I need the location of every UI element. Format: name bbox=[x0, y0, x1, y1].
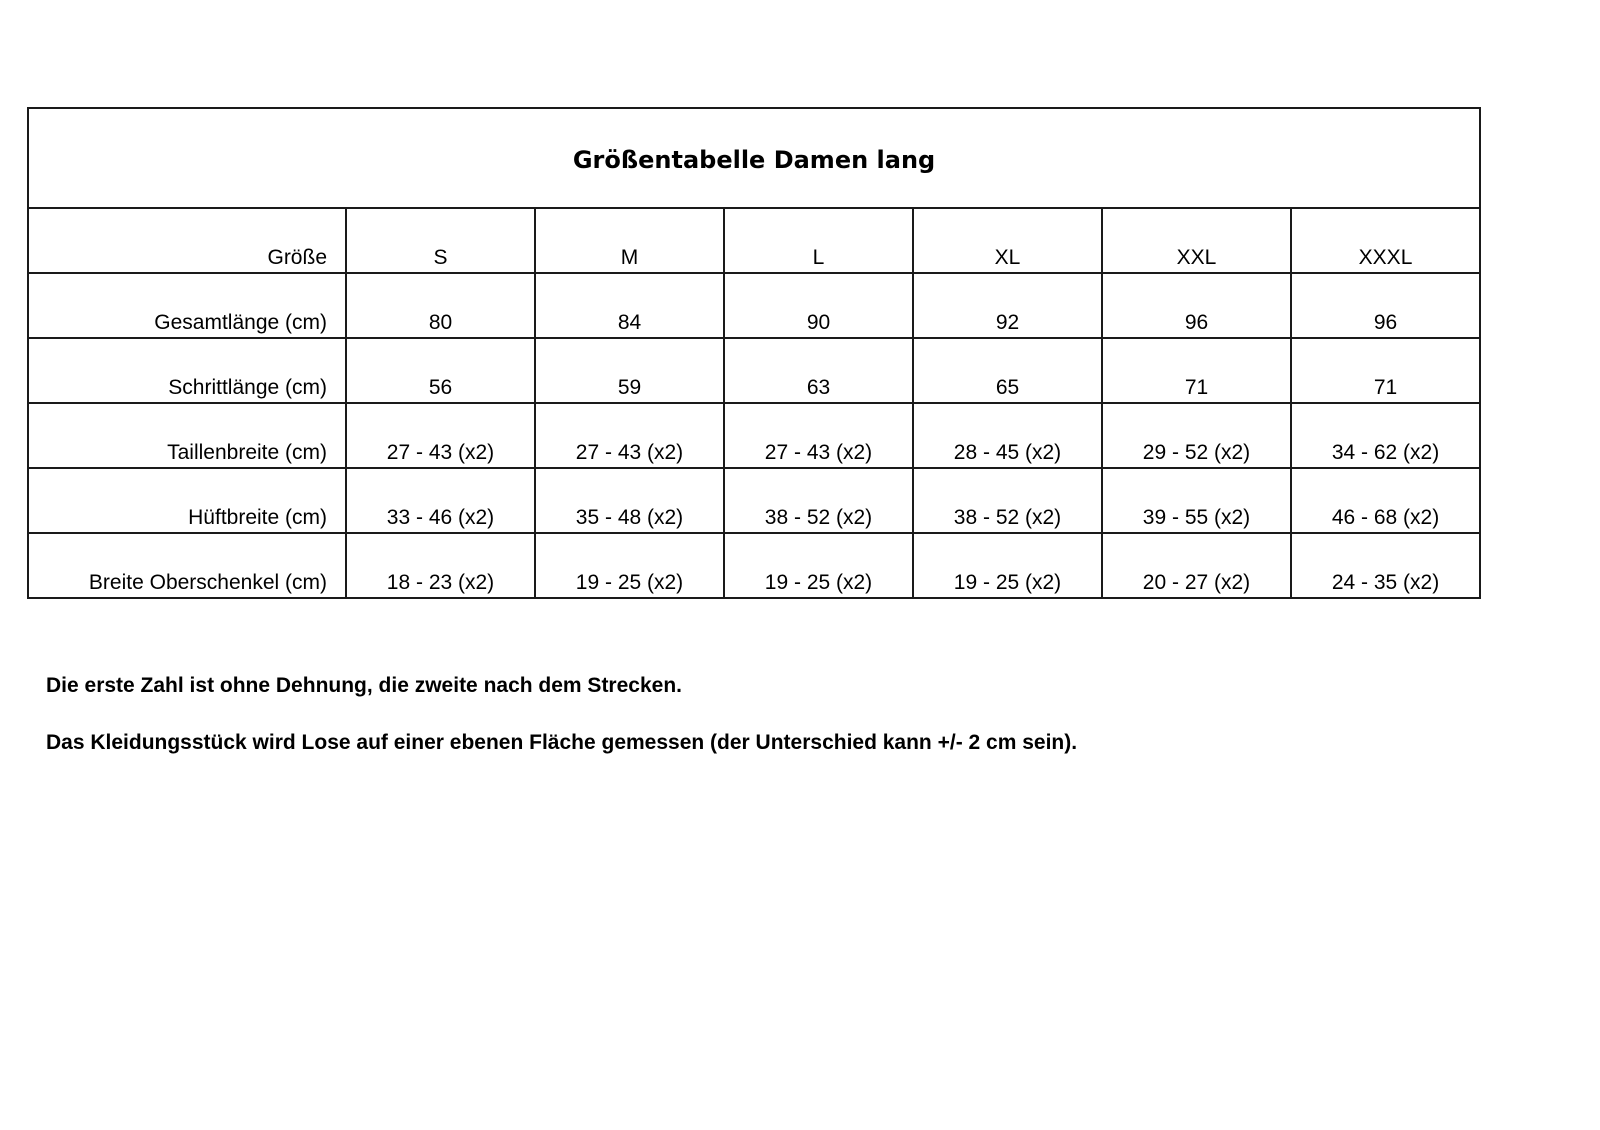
notes-section bbox=[46, 672, 1077, 786]
table-cell: 18 - 23 (x2) bbox=[346, 533, 535, 598]
table-cell: 59 bbox=[535, 338, 724, 403]
row-label: Breite Oberschenkel (cm) bbox=[28, 533, 346, 598]
note-stretch: Die erste Zahl ist ohne Dehnung, die zweite nach dem Strecken. bbox=[46, 674, 682, 697]
row-label: Gesamtlänge (cm) bbox=[28, 273, 346, 338]
table-cell: 20 - 27 (x2) bbox=[1102, 533, 1291, 598]
table-row bbox=[28, 468, 1480, 533]
table-cell: 27 - 43 (x2) bbox=[724, 403, 913, 468]
table-cell: 28 - 45 (x2) bbox=[913, 403, 1102, 468]
size-chart-table bbox=[27, 107, 1481, 599]
table-header-row bbox=[28, 208, 1480, 273]
row-label: Schrittlänge (cm) bbox=[28, 338, 346, 403]
size-header: XL bbox=[913, 208, 1102, 273]
table-cell: 96 bbox=[1102, 273, 1291, 338]
table-cell: 71 bbox=[1291, 338, 1480, 403]
row-label: Taillenbreite (cm) bbox=[28, 403, 346, 468]
table-cell: 34 - 62 (x2) bbox=[1291, 403, 1480, 468]
table-cell: 19 - 25 (x2) bbox=[535, 533, 724, 598]
size-header: S bbox=[346, 208, 535, 273]
table-cell: 84 bbox=[535, 273, 724, 338]
table-cell: 19 - 25 (x2) bbox=[724, 533, 913, 598]
table-cell: 96 bbox=[1291, 273, 1480, 338]
header-label: Größe bbox=[28, 208, 346, 273]
table-cell: 39 - 55 (x2) bbox=[1102, 468, 1291, 533]
table-cell: 92 bbox=[913, 273, 1102, 338]
table-cell: 24 - 35 (x2) bbox=[1291, 533, 1480, 598]
table-cell: 27 - 43 (x2) bbox=[535, 403, 724, 468]
size-header: XXL bbox=[1102, 208, 1291, 273]
size-header: XXXL bbox=[1291, 208, 1480, 273]
table-row bbox=[28, 533, 1480, 598]
table-row bbox=[28, 403, 1480, 468]
size-header: L bbox=[724, 208, 913, 273]
table-cell: 27 - 43 (x2) bbox=[346, 403, 535, 468]
table-cell: 63 bbox=[724, 338, 913, 403]
table-title-row bbox=[28, 108, 1480, 208]
table-row bbox=[28, 273, 1480, 338]
size-header: M bbox=[535, 208, 724, 273]
table-cell: 56 bbox=[346, 338, 535, 403]
row-label: Hüftbreite (cm) bbox=[28, 468, 346, 533]
table-cell: 46 - 68 (x2) bbox=[1291, 468, 1480, 533]
note-measurement: Das Kleidungsstück wird Lose auf einer ebenen Fläche gemessen (der Unterschied kann +/- 2 cm sein). bbox=[46, 731, 1078, 754]
table-cell: 38 - 52 (x2) bbox=[913, 468, 1102, 533]
table-row bbox=[28, 338, 1480, 403]
table-cell: 33 - 46 (x2) bbox=[346, 468, 535, 533]
table-cell: 65 bbox=[913, 338, 1102, 403]
table-cell: 38 - 52 (x2) bbox=[724, 468, 913, 533]
table-cell: 71 bbox=[1102, 338, 1291, 403]
table-cell: 19 - 25 (x2) bbox=[913, 533, 1102, 598]
table-cell: 90 bbox=[724, 273, 913, 338]
table-cell: 29 - 52 (x2) bbox=[1102, 403, 1291, 468]
table-title: Größentabelle Damen lang bbox=[28, 108, 1480, 208]
table-cell: 80 bbox=[346, 273, 535, 338]
table-cell: 35 - 48 (x2) bbox=[535, 468, 724, 533]
